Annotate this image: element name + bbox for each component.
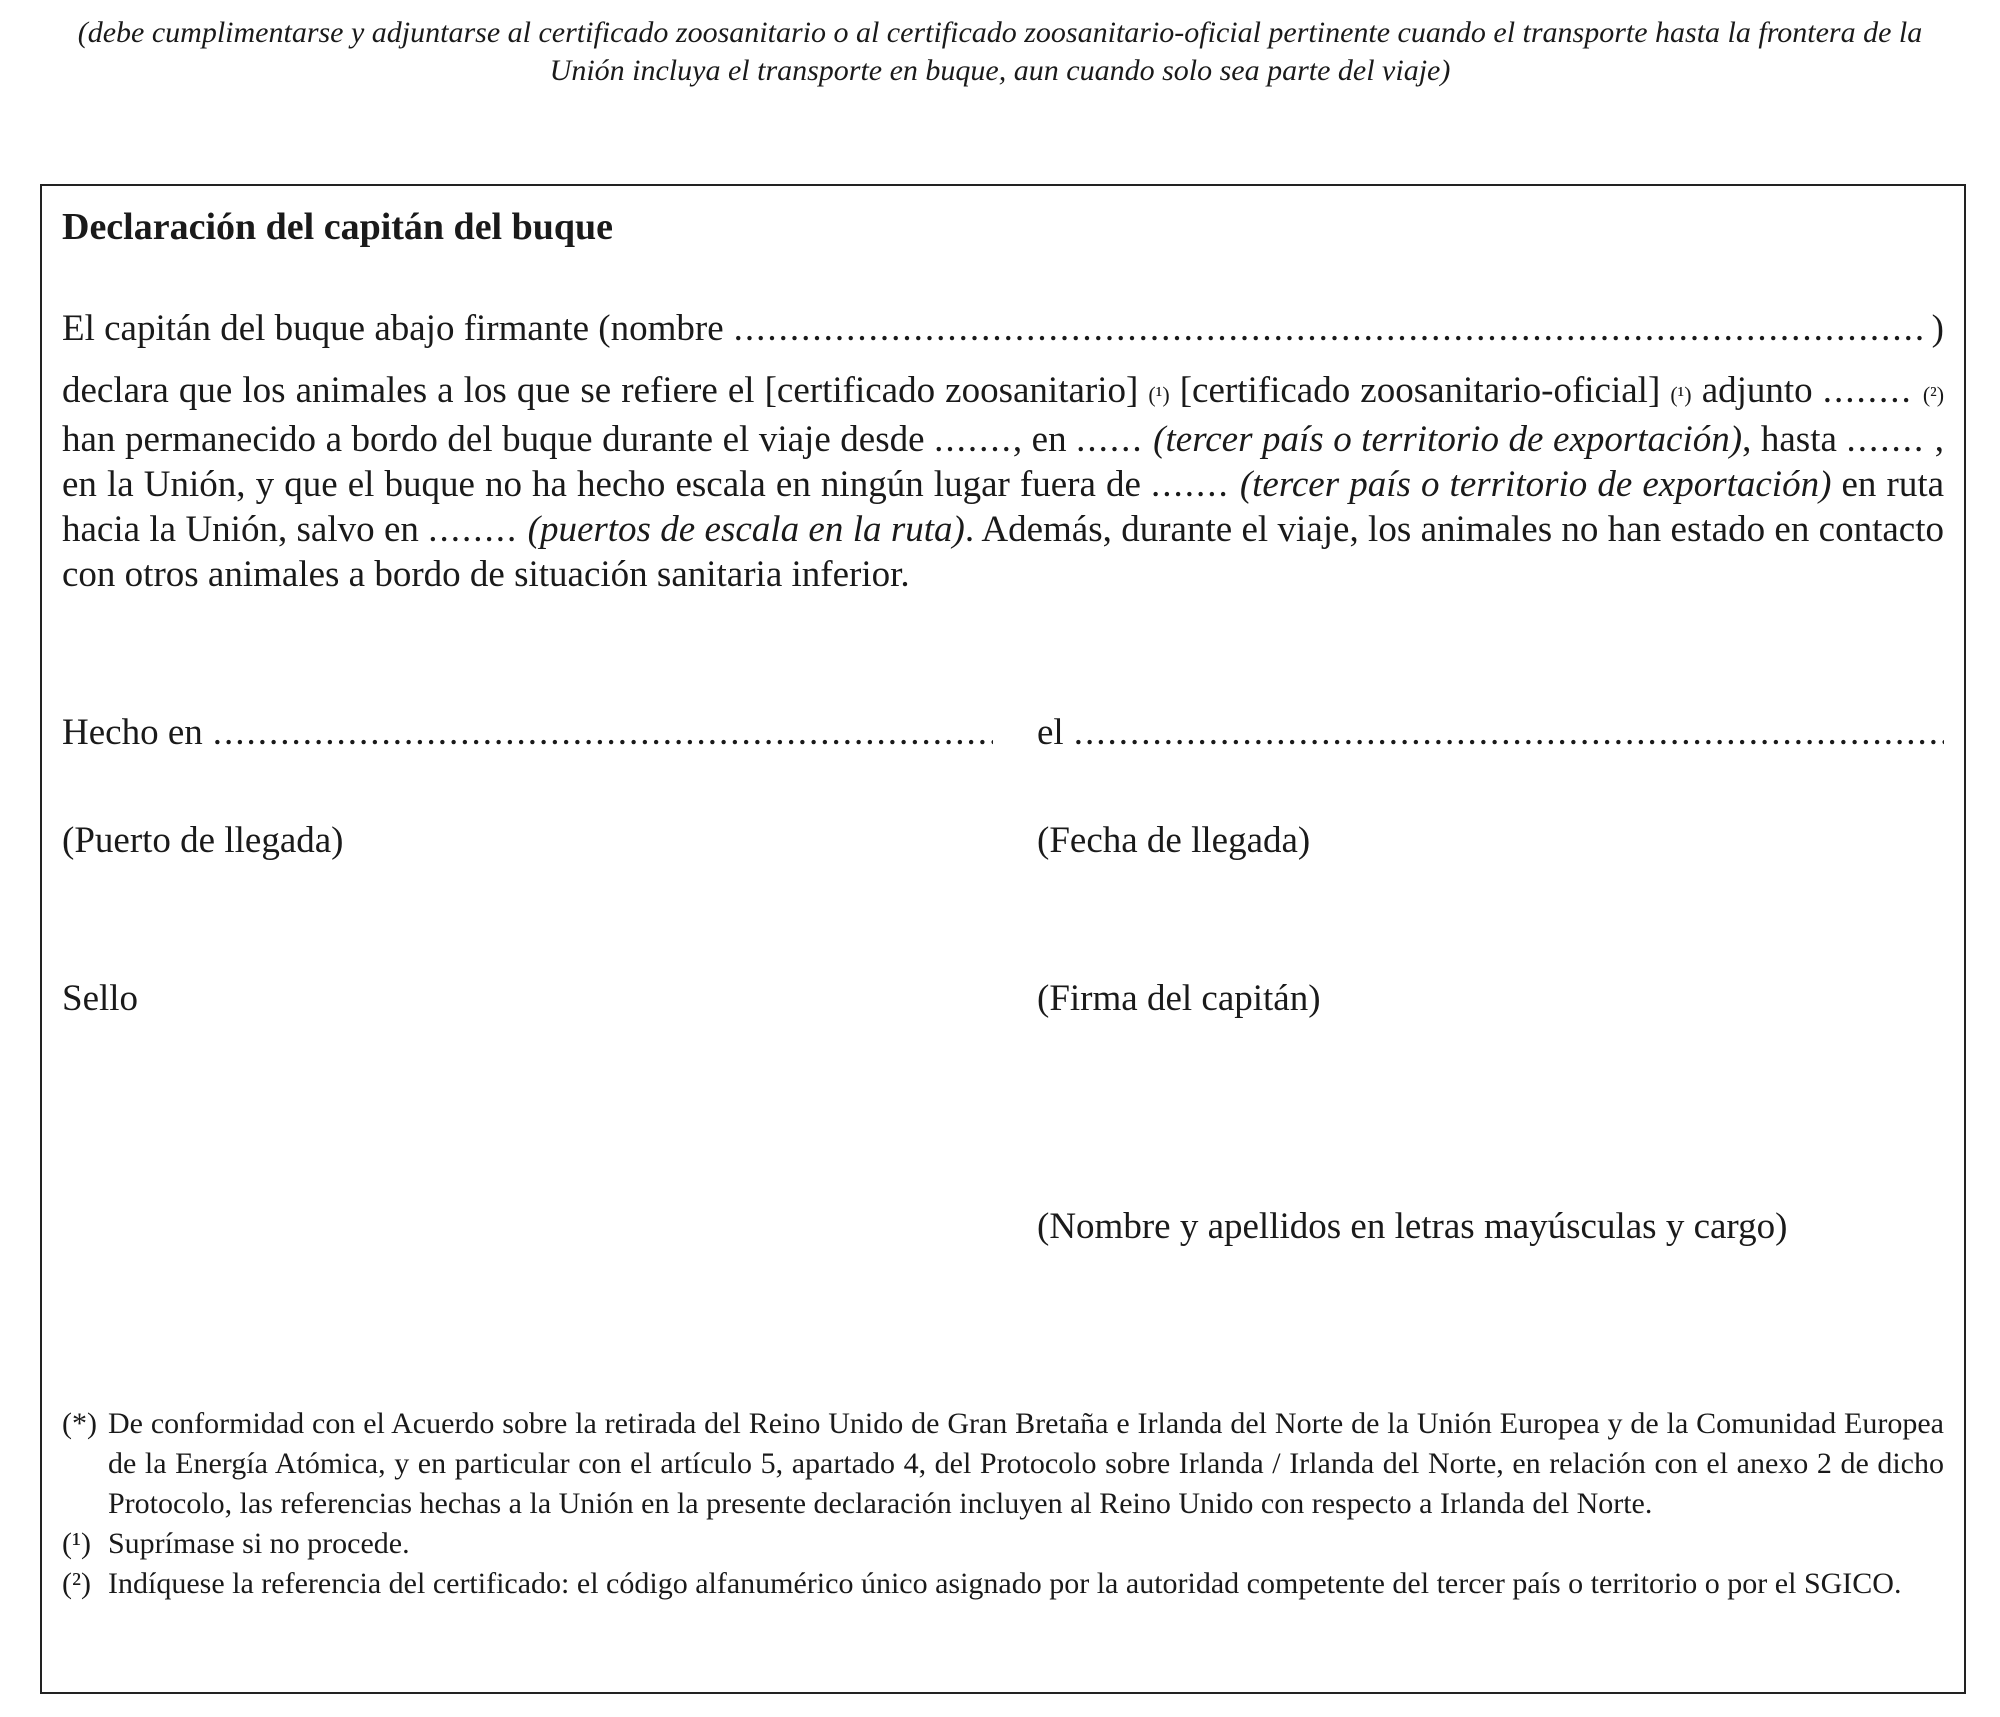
el-label: el: [1037, 712, 1064, 753]
date-row: [1037, 710, 1944, 756]
decl-italic: (tercer país o territorio de exportación): [1239, 464, 1832, 505]
arrival-field[interactable]: .......: [1846, 419, 1926, 460]
footnote-text: Indíquese la referencia del certificado: el código alfanumérico único asignado por la autoridad competente del tercer país o territorio o por el SGICO.: [108, 1567, 1902, 1600]
decl-part: , hasta: [1742, 419, 1837, 460]
decl-part: [certificado zoosanitario-oficial]: [1179, 370, 1661, 411]
place-row: [62, 710, 997, 756]
footnote-text: De conformidad con el Acuerdo sobre la retirada del Reino Unido de Gran Bretaña e Irlanda del Norte de la Unión Europea y de la Comunidad Europea de la Energía Atómica, y en particular con el artículo 5, apartado 4, del Protocolo sobre Irlanda / Irlanda del Norte, en relación con el anexo 2 de dicho Protocolo, las referencias hechas a la Unión en la presente declaración incluyen al Reino Unido con respecto a Irlanda del Norte.: [108, 1407, 1944, 1520]
ports-of-call-field[interactable]: ........: [428, 509, 519, 550]
declaration-title: Declaración del capitán del buque: [62, 206, 614, 248]
captain-name-field[interactable]: [734, 306, 1928, 352]
decl-italic: (tercer país o territorio de exportación): [1153, 419, 1743, 460]
intro-note: (debe cumplimentarse y adjuntarse al certificado zoosanitario o al certificado zoosanitario-oficial pertinente cuando el transporte hasta la frontera de la Unión incluya el transporte en buque, aun cuando solo sea parte del viaje): [77, 16, 1923, 87]
footnote-ref: (²): [1922, 382, 1945, 407]
footnote-item: [62, 1404, 1944, 1524]
place-field[interactable]: [213, 710, 993, 756]
captain-name-line: [62, 306, 1944, 352]
firma-label: (Firma del capitán): [1037, 978, 1321, 1019]
date-field[interactable]: [1074, 710, 1944, 756]
decl-part: han permanecido a bordo del buque durante el viaje desde: [62, 419, 925, 460]
fecha-label: (Fecha de llegada): [1037, 820, 1311, 861]
decl-part: , en: [1012, 419, 1067, 460]
footnote-text: Suprímase si no procede.: [108, 1527, 410, 1560]
footnote-ref: (¹): [1670, 382, 1692, 407]
captain-name-suffix: ): [1931, 308, 1944, 349]
footnotes: [62, 1404, 1944, 1604]
footnote-mark: (*): [62, 1407, 97, 1440]
sello-label: Sello: [62, 978, 139, 1019]
hecho-en-label: Hecho en: [62, 712, 203, 753]
decl-italic: (puertos de escala en la ruta): [527, 509, 965, 550]
footnote-mark: (¹): [62, 1527, 91, 1560]
footnote-mark: (²): [62, 1567, 91, 1600]
decl-part: en ruta hacia la Unión, salvo en: [62, 464, 1945, 550]
captain-name-prefix: El capitán del buque abajo firmante (nombre: [62, 308, 724, 349]
decl-part: declara que los animales a los que se refiere el [certificado zoosanitario]: [62, 370, 1139, 411]
declaration-text: [62, 368, 1944, 597]
footnote-ref: (¹): [1148, 382, 1170, 407]
declaration-box: [40, 184, 1966, 1694]
decl-part: , en la Unión, y que el buque no ha hecho escala en ningún lugar fuera de: [62, 419, 1944, 505]
export-territory-field[interactable]: .......: [1150, 464, 1230, 505]
export-country-field[interactable]: ......: [1076, 419, 1144, 460]
decl-part: adjunto: [1701, 370, 1813, 411]
nombre-cargo-label: (Nombre y apellidos en letras mayúsculas y cargo): [1037, 1206, 1788, 1247]
certificate-ref-field[interactable]: ........: [1822, 370, 1913, 411]
footnote-item: [62, 1564, 1944, 1604]
decl-part: . Además, durante el viaje, los animales no han estado en contacto con otros animales a bordo de situación sanitaria inferior.: [62, 509, 1945, 595]
footnote-item: [62, 1524, 1944, 1564]
puerto-label: (Puerto de llegada): [62, 820, 344, 861]
departure-field[interactable]: .......: [934, 419, 1013, 460]
